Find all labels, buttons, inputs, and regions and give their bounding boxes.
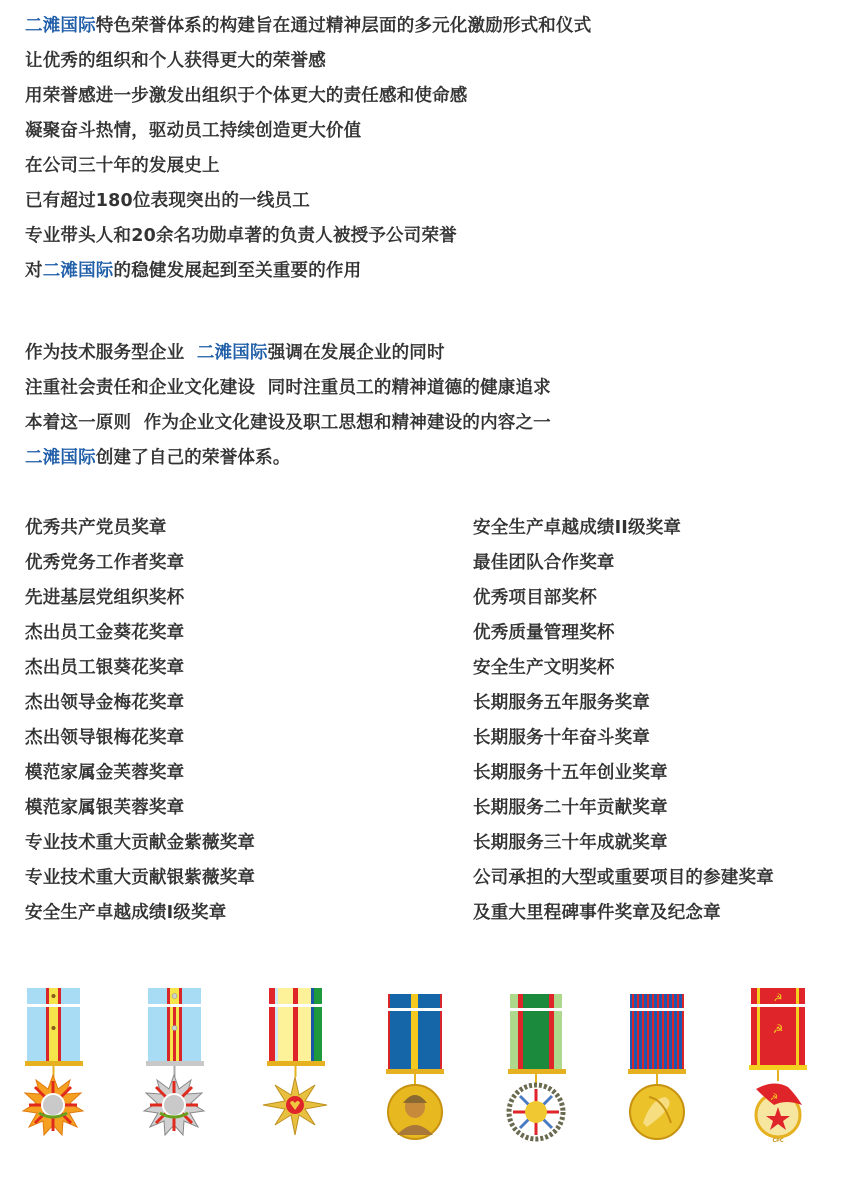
intro-line: 对二滩国际的稳健发展起到至关重要的作用 xyxy=(25,261,362,281)
award-item: 公司承担的大型或重要项目的参建奖章 xyxy=(473,868,774,888)
award-item: 杰出领导金梅花奖章 xyxy=(25,693,185,713)
award-item: 先进基层党组织奖杯 xyxy=(25,588,185,608)
gold-star-heart-medal xyxy=(257,985,337,1150)
principle-line: 本着这一原则 作为企业文化建设及职工思想和精神建设的内容之一 xyxy=(25,413,551,433)
award-item: 长期服务三十年成就奖章 xyxy=(473,833,668,853)
intro-line: 已有超过180位表现突出的一线员工 xyxy=(25,191,310,211)
svg-text:☭: ☭ xyxy=(770,1093,779,1103)
award-item: 安全生产卓越成绩II级奖章 xyxy=(473,518,682,538)
brand-name: 二滩国际 xyxy=(42,261,114,281)
soldier-portrait-medal xyxy=(375,985,455,1150)
award-item: 长期服务十年奋斗奖章 xyxy=(473,728,650,748)
award-item: 模范家属银芙蓉奖章 xyxy=(25,798,185,818)
handshake-medal xyxy=(617,985,697,1150)
award-item: 专业技术重大贡献银紫薇奖章 xyxy=(25,868,256,888)
award-item: 长期服务五年服务奖章 xyxy=(473,693,650,713)
intro-line: 在公司三十年的发展史上 xyxy=(25,156,220,176)
award-item: 长期服务十五年创业奖章 xyxy=(473,763,668,783)
award-item: 及重大里程碑事件奖章及纪念章 xyxy=(473,903,721,923)
gold-star-heart-medal-icon xyxy=(257,985,337,1150)
intro-line: 二滩国际特色荣誉体系的构建旨在通过精神层面的多元化激励形式和仪式 xyxy=(25,16,592,36)
gold-sunflower-medal-icon xyxy=(15,985,95,1150)
award-item: 长期服务二十年贡献奖章 xyxy=(473,798,668,818)
principle-line: 注重社会责任和企业文化建设 同时注重员工的精神道德的健康追求 xyxy=(25,378,551,398)
principle-line: 二滩国际创建了自己的荣誉体系。 xyxy=(25,448,291,468)
svg-text:☭: ☭ xyxy=(772,1022,784,1036)
cpc-party-medal xyxy=(738,985,818,1150)
award-item: 最佳团队合作奖章 xyxy=(473,553,615,573)
awards-right-column xyxy=(473,516,774,936)
award-item: 安全生产卓越成绩I级奖章 xyxy=(25,903,227,923)
gold-sunflower-medal xyxy=(15,985,95,1150)
award-item: 杰出员工银葵花奖章 xyxy=(25,658,185,678)
award-item: 优秀共产党员奖章 xyxy=(25,518,167,538)
svg-text:CPC: CPC xyxy=(772,1138,784,1144)
wreath-compass-medal xyxy=(497,985,577,1150)
brand-name: 二滩国际 xyxy=(25,16,96,36)
handshake-medal-icon xyxy=(617,985,697,1150)
award-item: 优秀项目部奖杯 xyxy=(473,588,597,608)
award-item: 杰出领导银梅花奖章 xyxy=(25,728,185,748)
intro-line: 凝聚奋斗热情，驱动员工持续创造更大价值 xyxy=(25,121,362,141)
silver-sunflower-medal-icon xyxy=(136,985,216,1150)
award-item: 安全生产文明奖杯 xyxy=(473,658,615,678)
brand-name: 二滩国际 xyxy=(196,343,268,363)
medal-gallery xyxy=(0,985,850,1155)
intro-line: 让优秀的组织和个人获得更大的荣誉感 xyxy=(25,51,326,71)
award-item: 优秀党务工作者奖章 xyxy=(25,553,185,573)
intro-line: 用荣誉感进一步激发出组织于个体更大的责任感和使命感 xyxy=(25,86,468,106)
intro-line: 专业带头人和20余名功勋卓著的负责人被授予公司荣誉 xyxy=(25,226,457,246)
svg-text:☭: ☭ xyxy=(773,993,783,1004)
principle-line: 作为技术服务型企业 二滩国际强调在发展企业的同时 xyxy=(25,343,445,363)
award-item: 模范家属金芙蓉奖章 xyxy=(25,763,185,783)
award-item: 杰出员工金葵花奖章 xyxy=(25,623,185,643)
award-item: 优秀质量管理奖杯 xyxy=(473,623,615,643)
silver-sunflower-medal xyxy=(136,985,216,1150)
award-item: 专业技术重大贡献金紫薇奖章 xyxy=(25,833,256,853)
soldier-portrait-medal-icon xyxy=(375,985,455,1150)
wreath-compass-medal-icon xyxy=(497,985,577,1150)
cpc-party-medal-icon xyxy=(738,985,818,1150)
brand-name: 二滩国际 xyxy=(25,448,96,468)
awards-left-column xyxy=(25,516,255,936)
